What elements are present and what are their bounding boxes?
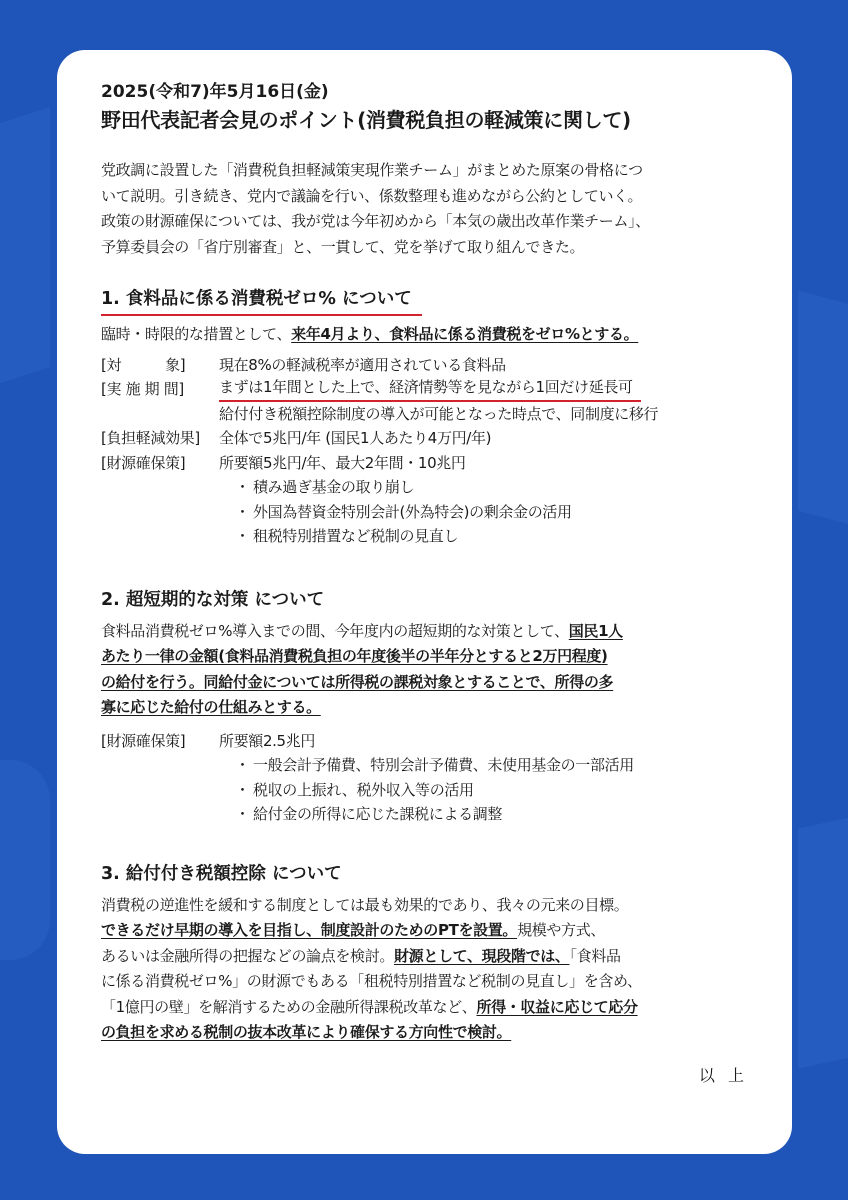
detail-label: [実 施 期 間]	[101, 380, 184, 398]
body-emphasis: の給付を行う。同給付金については所得税の課税対象とすることで、所得の多	[101, 672, 614, 691]
body-line	[101, 644, 754, 670]
bullet-mark: ・	[235, 780, 250, 799]
list-item	[101, 500, 754, 525]
list-item	[101, 802, 754, 827]
body-line	[101, 944, 754, 970]
detail-value: 全体で5兆円/年 (国民1人あたり4万円/年)	[219, 429, 492, 447]
section-3-title: 3. 給付付き税額控除 について	[101, 863, 342, 884]
body-line	[101, 1020, 754, 1046]
closing-mark: 以 上	[698, 1065, 748, 1085]
body-emphasis: 所得・収益に応じて応分	[476, 997, 638, 1016]
intro-line: 予算委員会の「省庁別審査」と、一貫して、党を挙げて取り組んできた。	[101, 237, 585, 256]
body-line	[101, 918, 754, 944]
section-2-details	[101, 729, 754, 827]
section-3-body	[101, 893, 754, 1046]
body-text: 食料品消費税ゼロ%導入までの間、今年度内の超短期的な対策として、	[101, 621, 569, 640]
body-emphasis: 寡に応じた給付の仕組みとする。	[101, 698, 321, 716]
body-emphasis: できるだけ早期の導入を目指し、制度設計のためのPTを設置。	[101, 921, 518, 939]
detail-value: 現在8%の軽減税率が適用されている食料品	[219, 355, 506, 374]
list-item-text: 一般会計予備費、特別会計予備費、未使用基金の一部活用	[253, 756, 634, 774]
detail-label: [負担軽減効果]	[101, 429, 200, 447]
document-title: 野田代表記者会見のポイント(消費税負担の軽減策に関して)	[101, 108, 631, 132]
intro-line: 党政調に設置した「消費税負担軽減策実現作業チーム」がまとめた原案の骨格につ	[101, 161, 643, 179]
detail-row-effect	[101, 426, 754, 451]
detail-value: まずは1年間とした上で、経済情勢等を見ながら1回だけ延長可	[219, 377, 641, 402]
body-text: 規模や方式、	[517, 921, 605, 939]
section-1-title: 1. 食料品に係る消費税ゼロ% について	[101, 286, 422, 316]
body-emphasis: 財源として、現段階では、	[394, 946, 570, 965]
list-item-text: 積み過ぎ基金の取り崩し	[253, 478, 415, 496]
body-emphasis: の負担を求める税制の抜本改革により確保する方向性で検討。	[101, 1023, 512, 1041]
bullet-mark: ・	[235, 527, 250, 545]
body-line	[101, 995, 754, 1021]
body-text: あるいは金融所得の把握などの論点を検討。	[101, 946, 395, 965]
section-1-lead	[101, 322, 754, 348]
body-text: 「1億円の壁」を解消するための金融所得課税改革など、	[101, 997, 477, 1016]
body-emphasis: あたり一律の金額(食料品消費税負担の年度後半の半年分とすると2万円程度)	[101, 647, 608, 665]
document-card	[57, 50, 792, 1154]
detail-row-funding	[101, 729, 754, 754]
detail-continuation: 給付付き税額控除制度の導入が可能となった時点で、同制度に移行	[219, 404, 659, 423]
bullet-mark: ・	[235, 502, 250, 521]
detail-value: 所要額5兆円/年、最大2年間・10兆円	[219, 453, 466, 472]
bullet-mark: ・	[235, 756, 250, 774]
body-text: 「食料品	[569, 946, 621, 965]
bullet-mark: ・	[235, 478, 250, 496]
list-item-text: 給付金の所得に応じた課税による調整	[253, 805, 503, 823]
list-item	[101, 524, 754, 549]
list-item	[101, 753, 754, 778]
body-emphasis: 国民1人	[568, 621, 623, 640]
detail-row-period	[101, 377, 754, 402]
body-line	[101, 619, 754, 645]
list-item-text: 租税特別措置など税制の見直し	[253, 527, 459, 545]
intro-line: いて説明。引き続き、党内で議論を行い、係数整理も進めながら公約としていく。	[101, 186, 643, 205]
background-shape	[798, 291, 848, 530]
body-line: に係る消費税ゼロ%」の財源でもある「租税特別措置など税制の見直し」を含め、	[101, 972, 642, 990]
section-2-body	[101, 619, 754, 721]
detail-label: [対 象]	[101, 355, 186, 374]
section-2-title: 2. 超短期的な対策 について	[101, 589, 325, 610]
detail-label: [財源確保策]	[101, 731, 186, 750]
list-item	[101, 475, 754, 500]
background-shape	[0, 760, 50, 960]
lead-emphasis: 来年4月より、食料品に係る消費税をゼロ%とする。	[291, 325, 639, 343]
list-item	[101, 778, 754, 803]
detail-row-target	[101, 353, 754, 378]
list-item-text: 外国為替資金特別会計(外為特会)の剰余金の活用	[253, 502, 572, 521]
bullet-mark: ・	[235, 805, 250, 823]
intro-line: 政策の財源確保については、我が党は今年初めから「本気の歳出改革作業チーム」、	[101, 212, 650, 230]
intro-paragraph	[101, 158, 754, 260]
body-line: 消費税の逆進性を緩和する制度としては最も効果的であり、我々の元来の目標。	[101, 895, 629, 914]
detail-row-funding	[101, 451, 754, 476]
detail-label: [財源確保策]	[101, 453, 186, 472]
section-1-details	[101, 353, 754, 549]
background-shape	[798, 811, 848, 1068]
lead-text: 臨時・時限的な措置として、	[101, 325, 292, 343]
detail-value: 所要額2.5兆円	[219, 731, 316, 750]
body-line	[101, 695, 754, 721]
list-item-text: 税収の上振れ、税外収入等の活用	[253, 780, 474, 799]
background-shape	[0, 107, 50, 393]
document-date: 2025(令和7)年5月16日(金)	[101, 82, 329, 102]
body-line	[101, 670, 754, 696]
